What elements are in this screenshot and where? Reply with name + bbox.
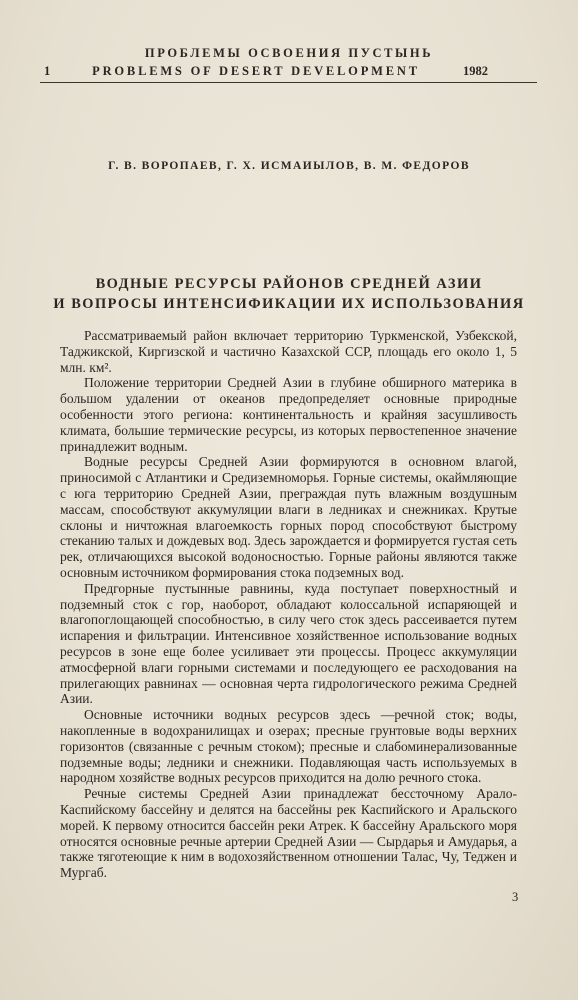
article-authors: Г. В. ВОРОПАЕВ, Г. Х. ИСМАИЫЛОВ, В. М. ФЕДОРОВ <box>108 160 470 172</box>
article-title-line-1: ВОДНЫЕ РЕСУРСЫ РАЙОНОВ СРЕДНЕЙ АЗИИ <box>95 276 483 292</box>
publication-year: 1982 <box>463 64 488 78</box>
body-paragraph: Водные ресурсы Средней Азии формируются в основном влагой, приносимой с Атлантики и Средиземноморья. Горные системы, окаймляющие с юга территорию Средней Азии, преграждая путь влажным воздушным массам, способствуют аккумуляции влаги в ледниках и снежниках. Крутые склоны и ничтожная влагоемкость горных пород способствуют быстрому стеканию талых и дождевых вод. Здесь зарождается и формируется густая сеть рек, отличающихся высокой водоносностью. Горные районы являются также основным источником формирования стока подземных вод. <box>60 454 517 580</box>
journal-title-english: PROBLEMS OF DESERT DEVELOPMENT <box>92 64 420 78</box>
article-body <box>60 328 517 881</box>
body-paragraph: Основные источники водных ресурсов здесь —речной сток; воды, накопленные в водохранилищах и озерах; пресные грунтовые воды верхних горизонтов (связанные с речным стоком); пресные и слабоминерализованные подземные воды; ледники и снежники. Подавляющая часть используемых в народном хозяйстве водных ресурсов приходится на долю речного стока. <box>60 707 517 786</box>
body-paragraph: Предгорные пустынные равнины, куда поступает поверхностный и подземный сток с гор, наоборот, обладают колоссальной испаряющей и влагопоглощающей способностью, в силу чего сток здесь рассеивается путем испарения и фильтрации. Интенсивное хозяйственное использование водных ресурсов в зоне еще более усиливает эти процессы. Процесс аккумуляции атмосферной влаги горными системами и последующего ее расходования на прилегающих равнинах — основная черта гидрологического режима Средней Азии. <box>60 580 517 707</box>
article-title-line-2: И ВОПРОСЫ ИНТЕНСИФИКАЦИИ ИХ ИСПОЛЬЗОВАНИЯ <box>53 296 525 312</box>
body-paragraph: Положение территории Средней Азии в глубине обширного материка в большом удалении от океанов предопределяет основные природные особенности этого региона: континентальность и крайняя засушливость климата, большие термические ресурсы, из которых первостепенное значение принадлежит водным. <box>60 375 517 454</box>
body-paragraph: Речные системы Средней Азии принадлежат бессточному Арало-Каспийскому бассейну и делятся на бассейны рек Каспийского и Аральского морей. К первому относится бассейн реки Атрек. К бассейну Аральского моря относятся основные речные артерии Средней Азии — Сырдарья и Амударья, а также тяготеющие к ним в водохозяйственном отношении Талас, Чу, Теджен и Мургаб. <box>60 786 517 881</box>
journal-title-russian: ПРОБЛЕМЫ ОСВОЕНИЯ ПУСТЫНЬ <box>144 46 434 60</box>
header-rule <box>40 82 537 83</box>
page-number: 3 <box>512 890 519 904</box>
body-paragraph: Рассматриваемый район включает территорию Туркменской, Узбекской, Таджикской, Киргизской и частично Казахской ССР, площадь его около 1, 5 млн. км². <box>60 328 517 375</box>
article-title <box>30 274 548 314</box>
volume-number: 1 <box>44 64 51 78</box>
